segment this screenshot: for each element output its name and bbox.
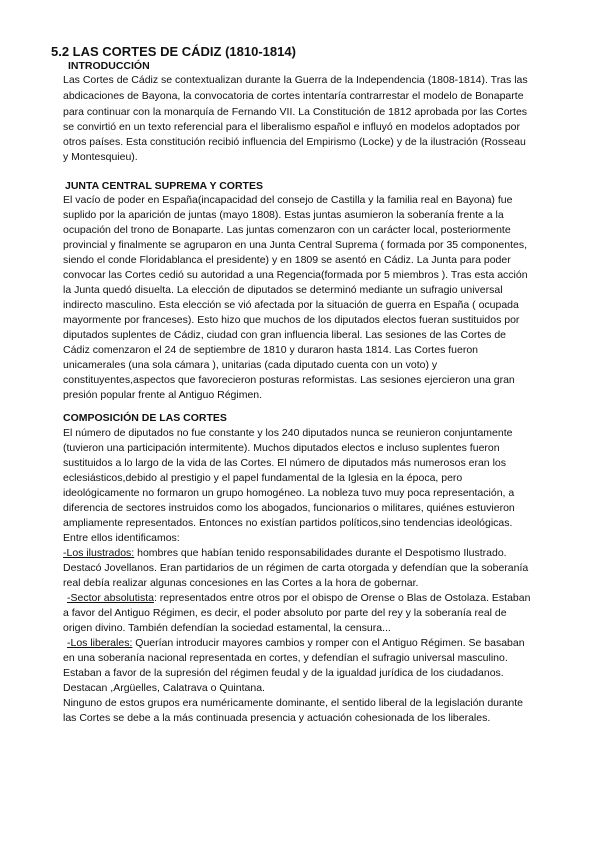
- text-line: sustituidos a lo largo de la vida de las Cortes. El número de diputados más numerosos eran los: [63, 457, 506, 469]
- composicion-heading: COMPOSICIÓN DE LAS CORTES: [63, 412, 227, 424]
- text-line: [67, 637, 525, 650]
- intro-heading: INTRODUCCIÓN: [68, 60, 150, 72]
- text-line: (tuvieron una participación intermitente). Muchos diputados electos e incluso suplentes fueron: [63, 442, 500, 454]
- text-line: abdicaciones de Bayona, la convocatoria de cortes intentaría contrarrestar el modelo de Bonaparte: [63, 90, 524, 102]
- text-line: para continuar con la monarquía de Fernando VII. La Constitución de 1812 aprobada por las Cortes: [63, 106, 528, 118]
- text-line: siendo el conde Floridablanca el presidente) y en 1809 se asentó en Cádiz. La Junta para poder: [63, 254, 511, 266]
- text-line: [67, 592, 530, 605]
- text-line: real debía realizar algunas concesiones en las Cortes a la hora de gobernar.: [63, 577, 419, 589]
- text-line: se convirtió en un texto referencial para el liberalismo español e influyó en modelos adoptados por: [63, 121, 521, 133]
- page-title: 5.2 LAS CORTES DE CÁDIZ (1810-1814): [51, 44, 296, 59]
- liberales-text: Querían introducir mayores cambios y romper con el Antiguo Régimen. Se basaban: [132, 637, 525, 649]
- absolutista-text: : representados entre otros por el obispo de Orense o Blas de Ostolaza. Estaban: [153, 592, 531, 604]
- text-line: las Cortes se debe a la más continuada presencia y actuación cohesionada de los liberales.: [63, 712, 491, 724]
- text-line: a favor del Antiguo Régimen, es decir, el poder absoluto por parte del rey y la soberanía real de: [63, 607, 507, 619]
- text-line: Las Cortes de Cádiz se contextualizan durante la Guerra de la Independencia (1808-1814). Tras las: [63, 74, 528, 86]
- text-line: eclesiásticos,debido al prestigio y el papel fundamental de la Iglesia en la época, pero: [63, 472, 463, 484]
- text-line: y Montesquieu).: [63, 151, 138, 163]
- text-line: indirecto masculino. Esta elección se vió afectada por la situación de guerra en España ( ocupada: [63, 299, 519, 311]
- text-line: origen divino. También defendían la sociedad estamental, la censura...: [63, 622, 391, 634]
- junta-heading: JUNTA CENTRAL SUPREMA Y CORTES: [65, 180, 263, 192]
- text-line: convocar las Cortes cedió su autoridad a una Regencia(formada por 5 miembros ). Tras esta acción: [63, 269, 528, 281]
- text-line: El número de diputados no fue constante y los 240 diputados nunca se reunieron conjuntamente: [63, 427, 513, 439]
- text-line: El vacío de poder en España(incapacidad del consejo de Castilla y la familia real en Bayona) fue: [63, 194, 513, 206]
- text-line: ampliamente representados. Entonces no existían partidos políticos,sino tendencias ideológicas.: [63, 517, 513, 529]
- text-line: otros países. Esta constitución recibió influencia del Empirismo (Locke) y de la ilustración (Rosseau: [63, 136, 526, 148]
- liberales-label: -Los liberales:: [67, 637, 133, 649]
- ilustrados-label: -Los ilustrados:: [63, 547, 135, 559]
- text-line: Estaban a favor de la supresión del régimen feudal y de la igualdad jurídica de los ciudadanos.: [63, 667, 504, 679]
- text-line: provincial y finalmente se agruparon en una Junta Central Suprema ( formada por 35 componentes,: [63, 239, 528, 251]
- text-line: [63, 547, 507, 560]
- text-line: Entre ellos identificamos:: [63, 532, 180, 544]
- text-line: presión popular frente al Antiguo Régimen.: [63, 389, 263, 401]
- text-line: Ninguno de estos grupos era numéricamente dominante, el sentido liberal de la legislación durante: [63, 697, 523, 709]
- absolutista-label: -Sector absolutista: [67, 592, 154, 604]
- text-line: unicamerales (una sola cámara ), unitarias (cada diputado cuenta con un voto) y: [63, 359, 438, 371]
- text-line: Destacan ,Argüelles, Calatrava o Quintana.: [63, 682, 265, 694]
- text-line: diputados suplentes de Cádiz, ciudad con gran influencia liberal. Las sesiones de las Cortes de: [63, 329, 507, 341]
- ilustrados-text: hombres que habían tenido responsabilidades durante el Despotismo Ilustrado.: [134, 547, 507, 559]
- text-line: constituyentes,aspectos que favorecieron posturas reformistas. Las sesiones ejercieron una gran: [63, 374, 515, 386]
- text-line: mayormente por franceses). Esto hizo que muchos de los diputados electos fueran sustituidos por: [63, 314, 520, 326]
- text-line: en una soberanía nacional representada en cortes, y defendían el sufragio universal masculino.: [63, 652, 508, 664]
- text-line: diferencia de sectores instruidos como los abogados, funcionarios o militares, quiénes estuvieron: [63, 502, 515, 514]
- text-line: Cádiz comenzaron el 24 de septiembre de 1810 y duraron hasta 1814. Las Cortes fueron: [63, 344, 479, 356]
- text-line: la Junta quedó disuelta. La elección de diputados se determinó mediante un sufragio universal: [63, 284, 503, 296]
- text-line: suplido por la aparición de juntas (mayo 1808). Estas juntas asumieron la soberanía frente a la: [63, 209, 504, 221]
- text-line: ideológicamente no formaron un grupo homogéneo. La nobleza tuvo muy poca representación, a: [63, 487, 515, 499]
- text-line: ocupación del trono de Bonaparte. Las juntas comenzaron con un carácter local, posteriormente: [63, 224, 511, 236]
- text-line: Destacó Jovellanos. Eran partidarios de un régimen de carta otorgada y defendían que la soberanía: [63, 562, 529, 574]
